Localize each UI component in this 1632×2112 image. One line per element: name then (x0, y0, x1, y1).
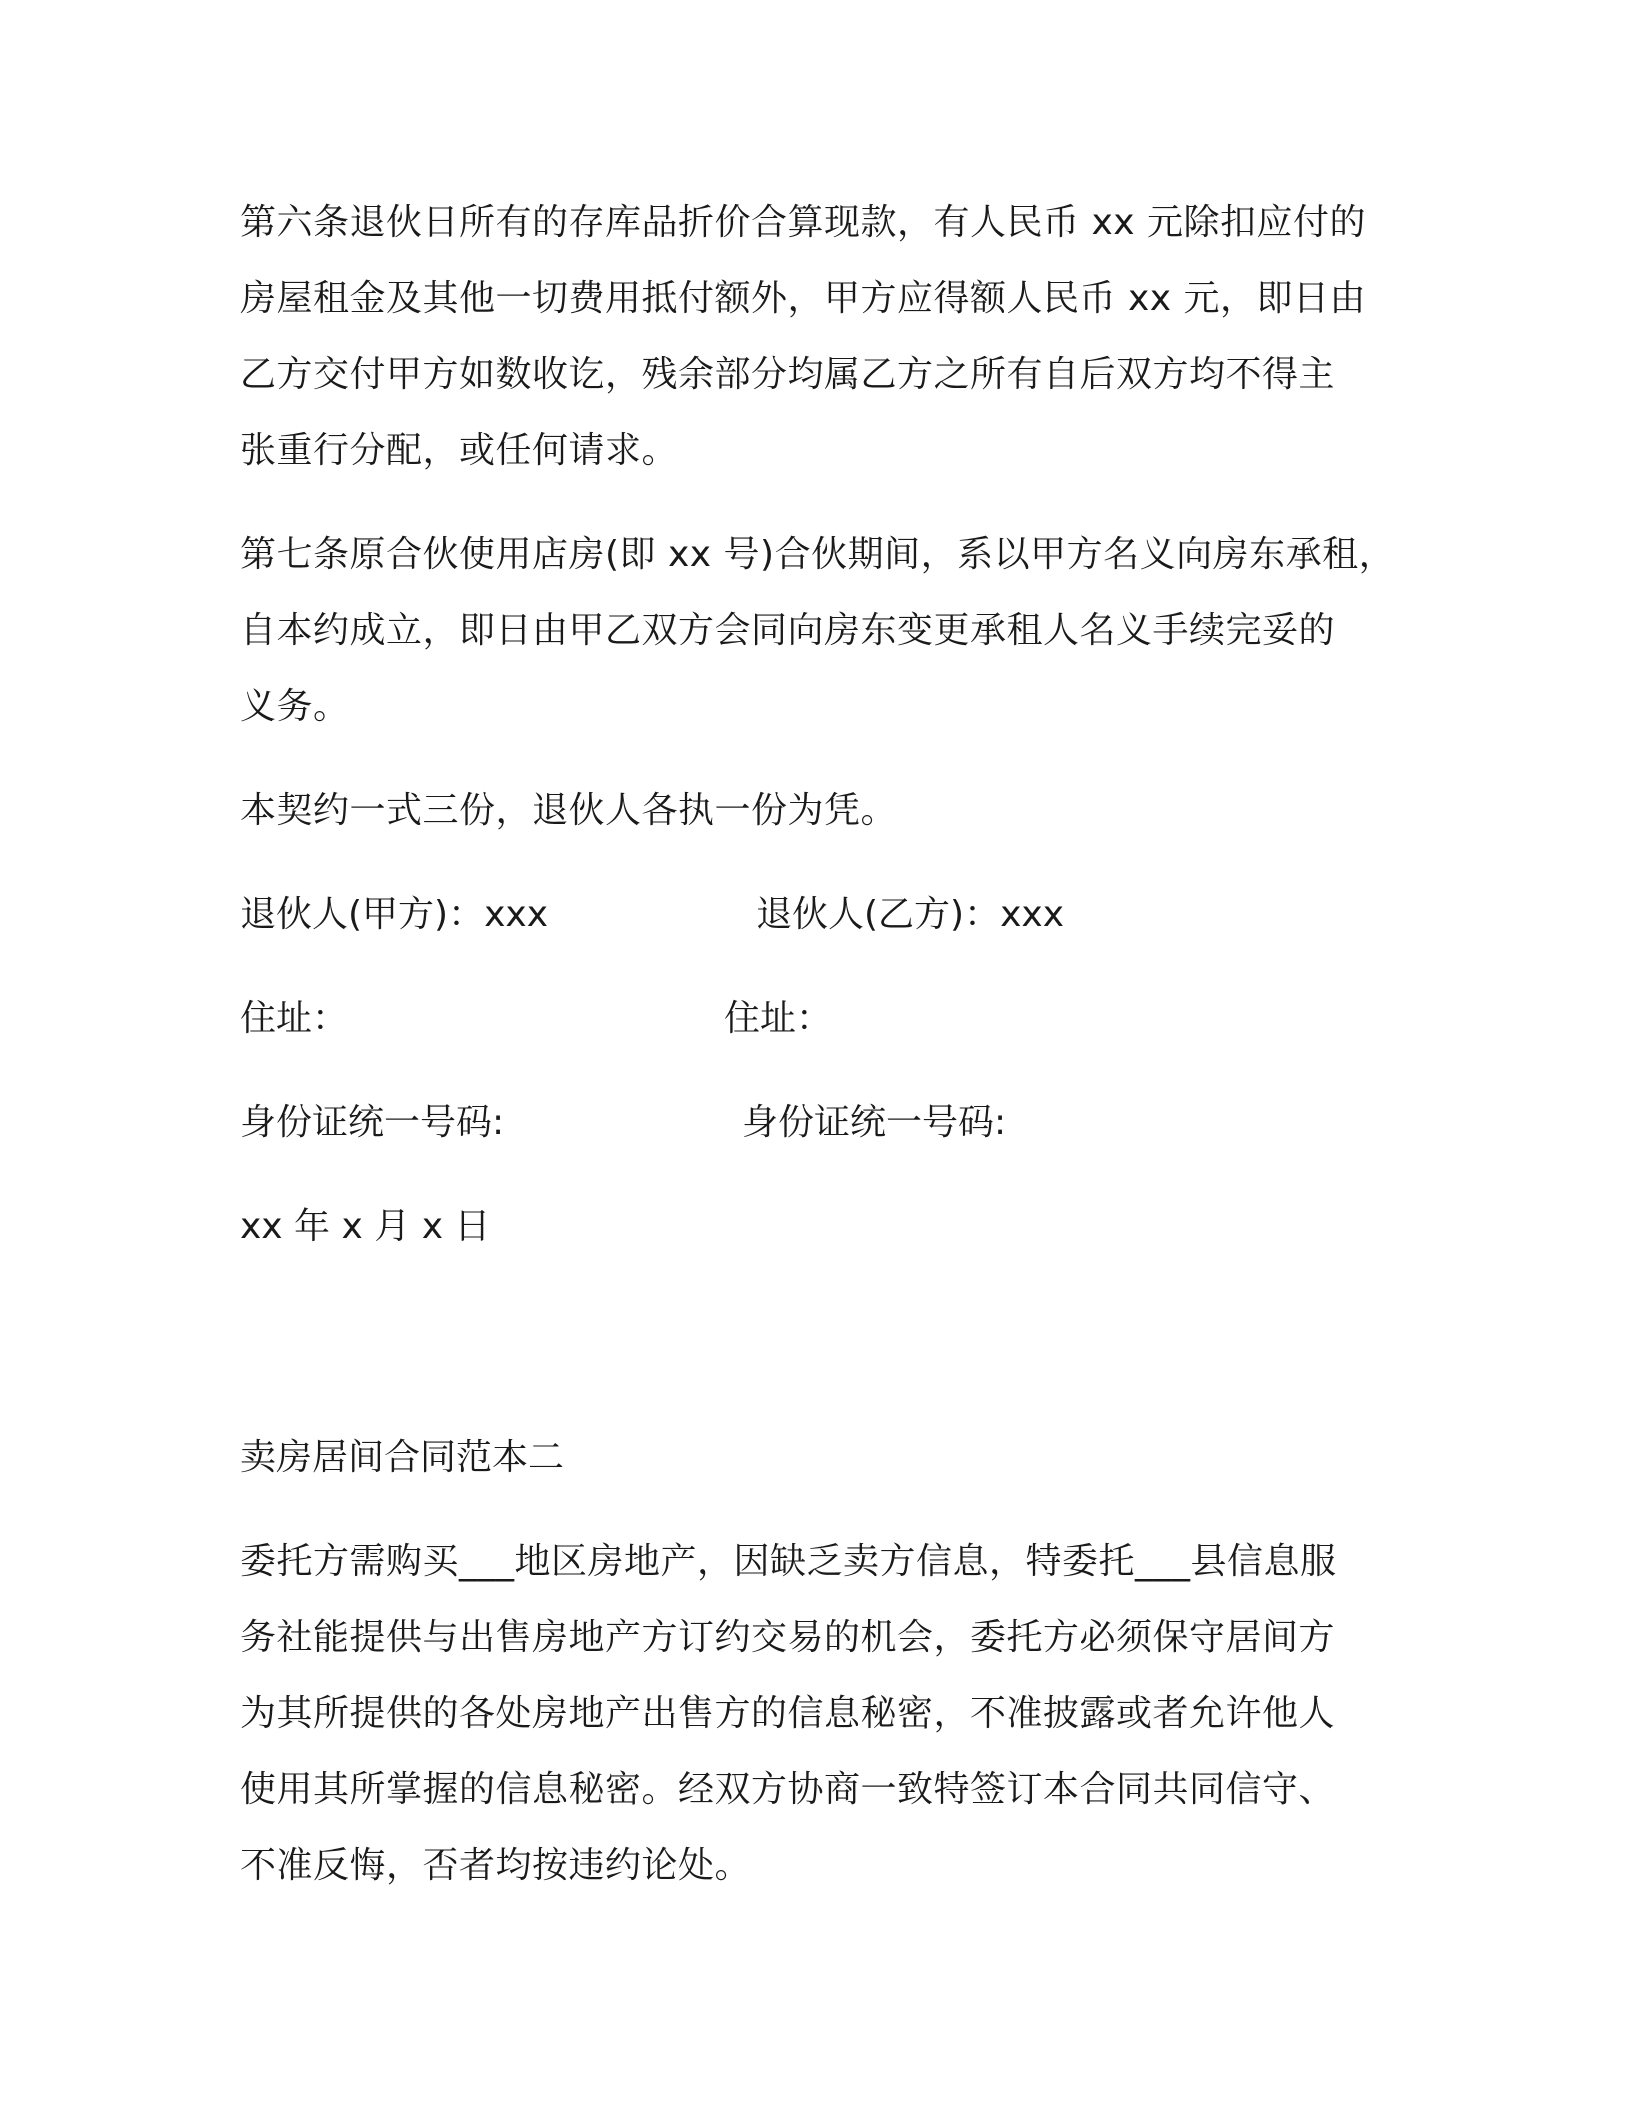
article-6-line: 乙方交付甲方如数收讫，残余部分均属乙方之所有自后双方均不得主 (240, 354, 1336, 395)
article-7-line: 第七条原合伙使用店房(即 xx 号)合伙期间，系以甲方名义向房东承租， (240, 534, 1396, 575)
contract-2-line: 不准反悔，否者均按违约论处。 (240, 1845, 752, 1886)
contract-2-paragraph (240, 1524, 1415, 1904)
article-7-line: 义务。 (240, 686, 350, 727)
contract-2-line: 委托方需购买___地区房地产，因缺乏卖方信息，特委托___县信息服 (240, 1541, 1337, 1582)
party-b-signature: 退伙人(乙方)：xxx (756, 894, 1065, 935)
article-6-line: 张重行分配，或任何请求。 (240, 430, 679, 471)
contract-2-line: 使用其所掌握的信息秘密。经双方协商一致特签订本合同共同信守、 (240, 1769, 1336, 1810)
article-7-paragraph (240, 517, 1415, 745)
article-6-line: 第六条退伙日所有的存库品折价合算现款，有人民币 xx 元除扣应付的 (240, 202, 1366, 243)
contract-2-line: 务社能提供与出售房地产方订约交易的机会，委托方必须保守居间方 (240, 1617, 1336, 1658)
id-number-row (240, 1085, 1415, 1161)
address-row (240, 981, 1415, 1057)
copies-paragraph (240, 773, 1415, 849)
copies-line: 本契约一式三份，退伙人各执一份为凭。 (240, 790, 898, 831)
party-a-id-number: 身份证统一号码: (240, 1102, 505, 1143)
article-7-line: 自本约成立，即日由甲乙双方会同向房东变更承租人名义手续完妥的 (240, 610, 1336, 651)
party-b-address: 住址： (724, 998, 833, 1039)
party-a-address: 住址： (240, 998, 349, 1039)
article-6-line: 房屋租金及其他一切费用抵付额外，甲方应得额人民币 xx 元，即日由 (240, 278, 1366, 319)
party-b-id-number: 身份证统一号码: (742, 1102, 1007, 1143)
party-a-signature: 退伙人(甲方)：xxx (240, 894, 549, 935)
signature-row (240, 877, 1415, 953)
document-content (240, 185, 1415, 1932)
contract-2-title: 卖房居间合同范本二 (240, 1437, 565, 1478)
contract-2-line: 为其所提供的各处房地产出售方的信息秘密，不准披露或者允许他人 (240, 1693, 1336, 1734)
signing-date: xx 年 x 月 x 日 (240, 1206, 491, 1247)
article-6-paragraph (240, 185, 1415, 489)
